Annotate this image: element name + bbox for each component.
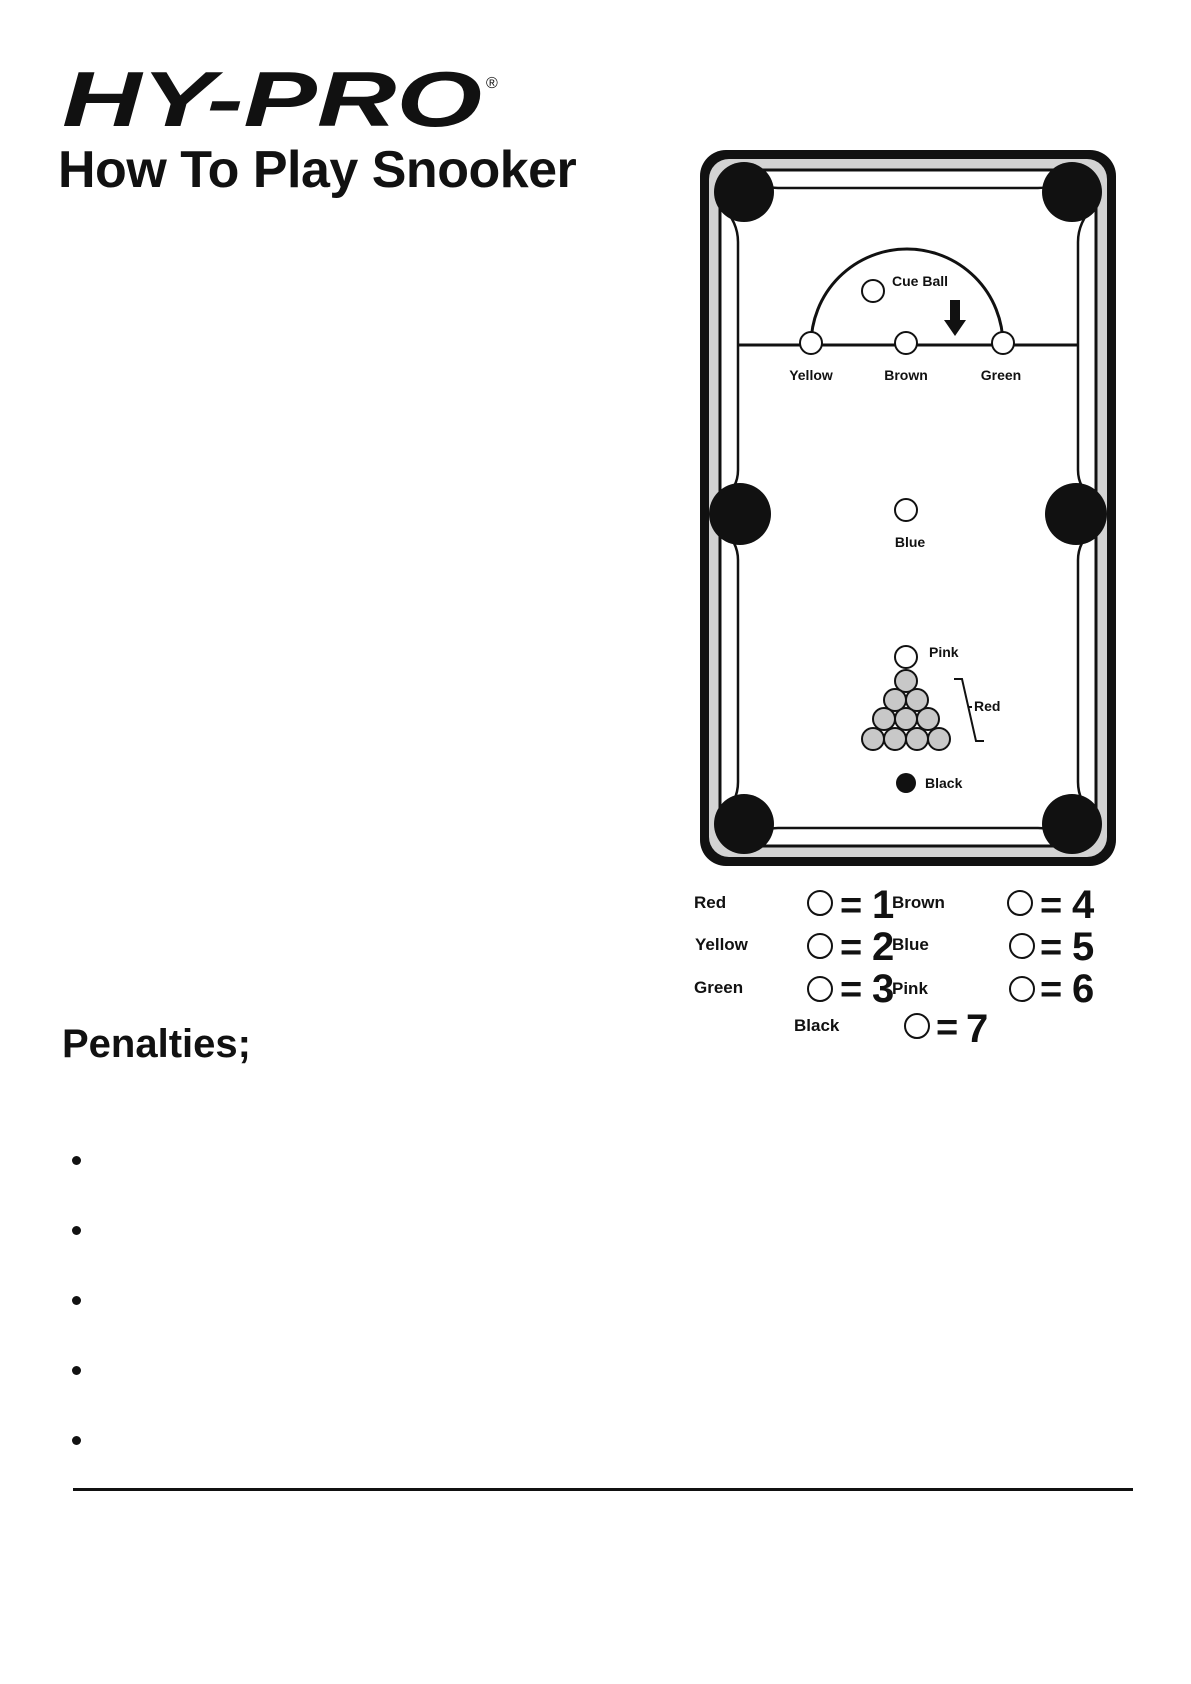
green-points: 3 — [872, 967, 895, 1011]
svg-text:=: = — [840, 969, 863, 1011]
brown-points: 4 — [1072, 883, 1095, 927]
penalties-list — [64, 1140, 1124, 1490]
ball-values-legend — [694, 883, 1095, 1051]
blue-label: Blue — [894, 534, 926, 550]
bullet-icon — [72, 1226, 81, 1235]
legend-ball-green — [808, 977, 832, 1001]
legend-ball-pink — [1010, 977, 1034, 1001]
legend-row-blue — [892, 925, 1094, 969]
pink-points: 6 — [1072, 967, 1095, 1011]
snooker-table-diagram — [694, 150, 1120, 1051]
legend-row-red — [694, 883, 894, 927]
yellow-points: 2 — [872, 925, 895, 969]
page-title: How To Play Snooker — [58, 141, 577, 199]
svg-text:=: = — [936, 1007, 959, 1049]
svg-text:=: = — [1040, 927, 1063, 969]
list-item — [64, 1350, 1124, 1420]
pink-label: Pink — [929, 644, 959, 660]
list-item — [64, 1280, 1124, 1350]
list-item — [64, 1210, 1124, 1280]
svg-text:=: = — [840, 885, 863, 927]
legend-ball-brown — [1008, 891, 1032, 915]
list-item — [64, 1140, 1124, 1210]
blue-points: 5 — [1072, 925, 1095, 969]
brown-label: Brown — [884, 367, 928, 383]
pocket-bottom-right — [1042, 794, 1102, 854]
hy-pro-logo — [62, 55, 502, 143]
pink-ball — [895, 646, 917, 668]
legend-row-brown — [892, 883, 1095, 927]
logo-wordmark: HY-PRO — [62, 55, 483, 143]
svg-text:Brown: Brown — [892, 893, 945, 912]
legend-row-black — [794, 1007, 988, 1051]
cue-ball — [862, 280, 884, 302]
pocket-top-right — [1042, 162, 1102, 222]
legend-row-yellow — [695, 925, 894, 969]
black-points: 7 — [966, 1007, 989, 1051]
green-label: Green — [980, 367, 1022, 383]
pocket-bottom-left — [714, 794, 774, 854]
bottom-divider — [73, 1488, 1133, 1491]
svg-text:=: = — [1040, 969, 1063, 1011]
svg-text:Blue: Blue — [892, 935, 929, 954]
svg-text:Yellow: Yellow — [695, 935, 748, 954]
svg-text:Black: Black — [794, 1016, 840, 1035]
svg-text:Pink: Pink — [892, 979, 928, 998]
yellow-ball — [800, 332, 822, 354]
svg-text:Green: Green — [694, 978, 744, 997]
red-points: 1 — [872, 883, 895, 927]
registered-mark: ® — [486, 75, 498, 92]
legend-ball-blue — [1010, 934, 1034, 958]
cue-ball-label: Cue Ball — [892, 273, 949, 289]
bullet-icon — [72, 1156, 81, 1165]
blue-ball — [895, 499, 917, 521]
svg-text:=: = — [840, 927, 863, 969]
black-ball — [896, 773, 916, 793]
penalties-heading: Penalties; — [62, 1022, 251, 1066]
bottom-jaw — [742, 828, 1074, 844]
yellow-label: Yellow — [789, 367, 833, 383]
list-item — [64, 1420, 1124, 1490]
bullet-icon — [72, 1436, 81, 1445]
bullet-icon — [72, 1296, 81, 1305]
black-label: Black — [925, 775, 963, 791]
green-ball — [992, 332, 1014, 354]
svg-text:=: = — [1040, 885, 1063, 927]
pocket-top-left — [714, 162, 774, 222]
svg-text:Red: Red — [694, 893, 727, 912]
pocket-middle-right — [1045, 483, 1107, 545]
legend-ball-yellow — [808, 934, 832, 958]
brown-ball — [895, 332, 917, 354]
legend-row-pink — [892, 967, 1094, 1011]
legend-ball-black — [905, 1014, 929, 1038]
top-left-jaw — [742, 172, 1074, 188]
legend-row-green — [694, 967, 894, 1011]
pocket-middle-left — [709, 483, 771, 545]
red-label: Red — [974, 698, 1001, 714]
bullet-icon — [72, 1366, 81, 1375]
legend-ball-red — [808, 891, 832, 915]
